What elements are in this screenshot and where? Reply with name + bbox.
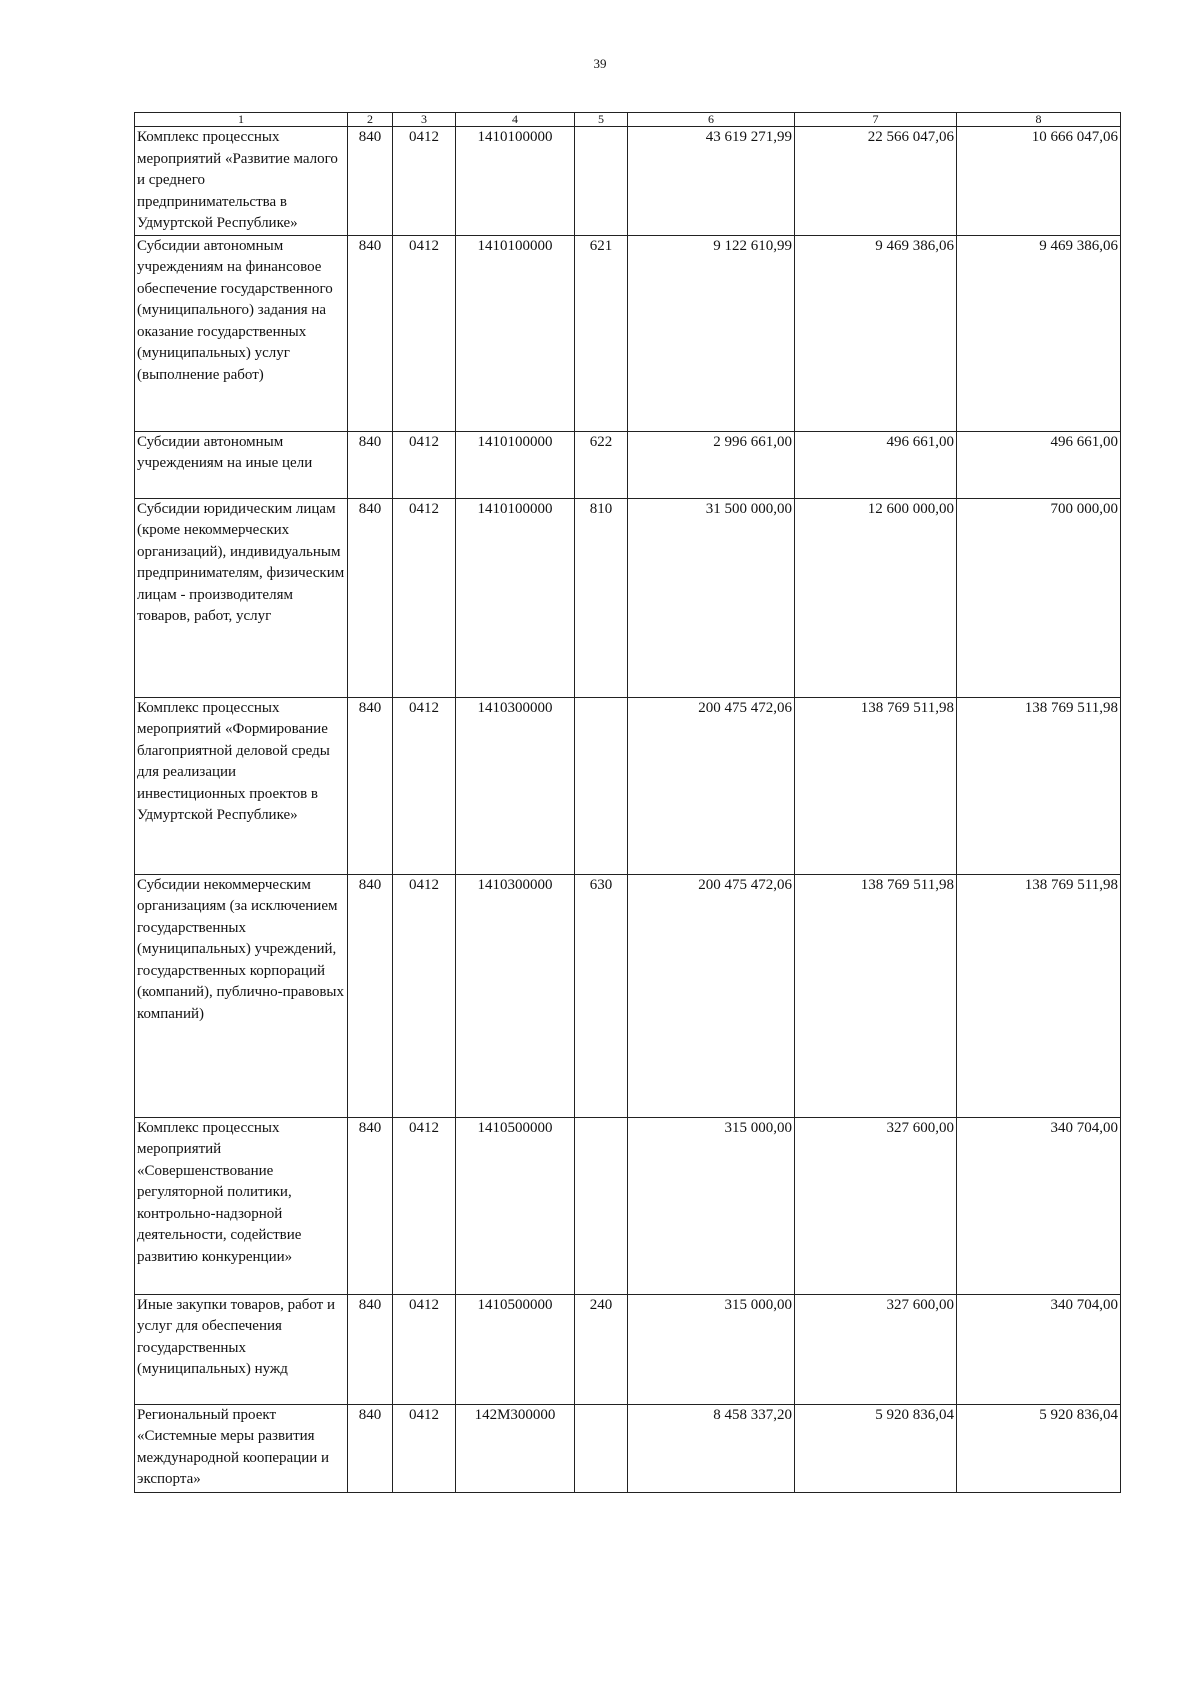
cell-amount-year2: 9 469 386,06	[795, 235, 957, 431]
cell-expense-type	[575, 1117, 628, 1294]
cell-expense-type	[575, 1404, 628, 1492]
cell-section-code: 0412	[393, 1404, 456, 1492]
column-header-1: 1	[135, 113, 348, 127]
table-row	[135, 498, 1121, 697]
cell-expense-type: 622	[575, 431, 628, 498]
column-header-4: 4	[456, 113, 575, 127]
cell-admin-code: 840	[348, 127, 393, 236]
cell-amount-year1: 9 122 610,99	[628, 235, 795, 431]
table-row	[135, 127, 1121, 236]
cell-amount-year3: 496 661,00	[957, 431, 1121, 498]
cell-admin-code: 840	[348, 1294, 393, 1404]
row-name: Субсидии юридическим лицам (кроме некоммерческих организаций), индивидуальным предпринимателям, физическим лицам - производителям товаров, работ, услуг	[135, 498, 348, 697]
cell-amount-year1: 31 500 000,00	[628, 498, 795, 697]
cell-admin-code: 840	[348, 235, 393, 431]
row-name: Иные закупки товаров, работ и услуг для обеспечения государственных (муниципальных) нужд	[135, 1294, 348, 1404]
cell-expense-type: 630	[575, 874, 628, 1117]
cell-admin-code: 840	[348, 498, 393, 697]
row-name: Комплекс процессных мероприятий «Формирование благоприятной деловой среды для реализации инвестиционных проектов в Удмуртской Республике»	[135, 697, 348, 874]
cell-amount-year1: 200 475 472,06	[628, 874, 795, 1117]
cell-target-code: 1410100000	[456, 431, 575, 498]
page-number: 39	[593, 56, 607, 71]
cell-expense-type: 240	[575, 1294, 628, 1404]
cell-amount-year1: 315 000,00	[628, 1294, 795, 1404]
row-name: Региональный проект «Системные меры развития международной кооперации и экспорта»	[135, 1404, 348, 1492]
cell-amount-year2: 5 920 836,04	[795, 1404, 957, 1492]
column-header-7: 7	[795, 113, 957, 127]
cell-expense-type: 810	[575, 498, 628, 697]
table-row	[135, 431, 1121, 498]
cell-amount-year3: 5 920 836,04	[957, 1404, 1121, 1492]
table-row	[135, 874, 1121, 1117]
table-row	[135, 697, 1121, 874]
header-row	[135, 113, 1121, 127]
cell-amount-year3: 10 666 047,06	[957, 127, 1121, 236]
column-header-6: 6	[628, 113, 795, 127]
cell-amount-year2: 138 769 511,98	[795, 697, 957, 874]
row-name: Комплекс процессных мероприятий «Совершенствование регуляторной политики, контрольно-надзорной деятельности, содействие развитию конкуренции»	[135, 1117, 348, 1294]
cell-target-code: 1410100000	[456, 235, 575, 431]
cell-admin-code: 840	[348, 1404, 393, 1492]
cell-amount-year2: 327 600,00	[795, 1294, 957, 1404]
cell-expense-type: 621	[575, 235, 628, 431]
cell-amount-year1: 8 458 337,20	[628, 1404, 795, 1492]
column-header-2: 2	[348, 113, 393, 127]
cell-target-code: 1410500000	[456, 1117, 575, 1294]
cell-expense-type	[575, 127, 628, 236]
cell-section-code: 0412	[393, 235, 456, 431]
cell-amount-year3: 700 000,00	[957, 498, 1121, 697]
cell-amount-year3: 138 769 511,98	[957, 697, 1121, 874]
cell-target-code: 1410300000	[456, 697, 575, 874]
cell-admin-code: 840	[348, 697, 393, 874]
cell-amount-year3: 340 704,00	[957, 1294, 1121, 1404]
cell-section-code: 0412	[393, 127, 456, 236]
cell-target-code: 1410100000	[456, 127, 575, 236]
cell-amount-year2: 22 566 047,06	[795, 127, 957, 236]
cell-admin-code: 840	[348, 431, 393, 498]
cell-admin-code: 840	[348, 1117, 393, 1294]
budget-table	[134, 112, 1121, 1493]
cell-amount-year3: 9 469 386,06	[957, 235, 1121, 431]
column-header-5: 5	[575, 113, 628, 127]
cell-amount-year2: 12 600 000,00	[795, 498, 957, 697]
cell-section-code: 0412	[393, 874, 456, 1117]
cell-section-code: 0412	[393, 431, 456, 498]
table-row	[135, 1404, 1121, 1492]
cell-amount-year1: 43 619 271,99	[628, 127, 795, 236]
cell-section-code: 0412	[393, 697, 456, 874]
cell-amount-year2: 496 661,00	[795, 431, 957, 498]
cell-amount-year2: 327 600,00	[795, 1117, 957, 1294]
table-row	[135, 1294, 1121, 1404]
row-name: Субсидии некоммерческим организациям (за исключением государственных (муниципальных) учреждений, государственных корпораций (компаний), публично-правовых компаний)	[135, 874, 348, 1117]
table-row	[135, 1117, 1121, 1294]
table-row	[135, 235, 1121, 431]
cell-amount-year2: 138 769 511,98	[795, 874, 957, 1117]
row-name: Субсидии автономным учреждениям на финансовое обеспечение государственного (муниципального) задания на оказание государственных (муниципальных) услуг (выполнение работ)	[135, 235, 348, 431]
cell-amount-year1: 315 000,00	[628, 1117, 795, 1294]
cell-expense-type	[575, 697, 628, 874]
cell-admin-code: 840	[348, 874, 393, 1117]
cell-section-code: 0412	[393, 498, 456, 697]
cell-target-code: 1410300000	[456, 874, 575, 1117]
cell-amount-year3: 340 704,00	[957, 1117, 1121, 1294]
cell-section-code: 0412	[393, 1294, 456, 1404]
cell-amount-year3: 138 769 511,98	[957, 874, 1121, 1117]
row-name: Комплекс процессных мероприятий «Развитие малого и среднего предпринимательства в Удмуртской Республике»	[135, 127, 348, 236]
cell-section-code: 0412	[393, 1117, 456, 1294]
cell-target-code: 142M300000	[456, 1404, 575, 1492]
cell-target-code: 1410500000	[456, 1294, 575, 1404]
row-name: Субсидии автономным учреждениям на иные цели	[135, 431, 348, 498]
column-header-3: 3	[393, 113, 456, 127]
cell-amount-year1: 200 475 472,06	[628, 697, 795, 874]
cell-target-code: 1410100000	[456, 498, 575, 697]
column-header-8: 8	[957, 113, 1121, 127]
cell-amount-year1: 2 996 661,00	[628, 431, 795, 498]
